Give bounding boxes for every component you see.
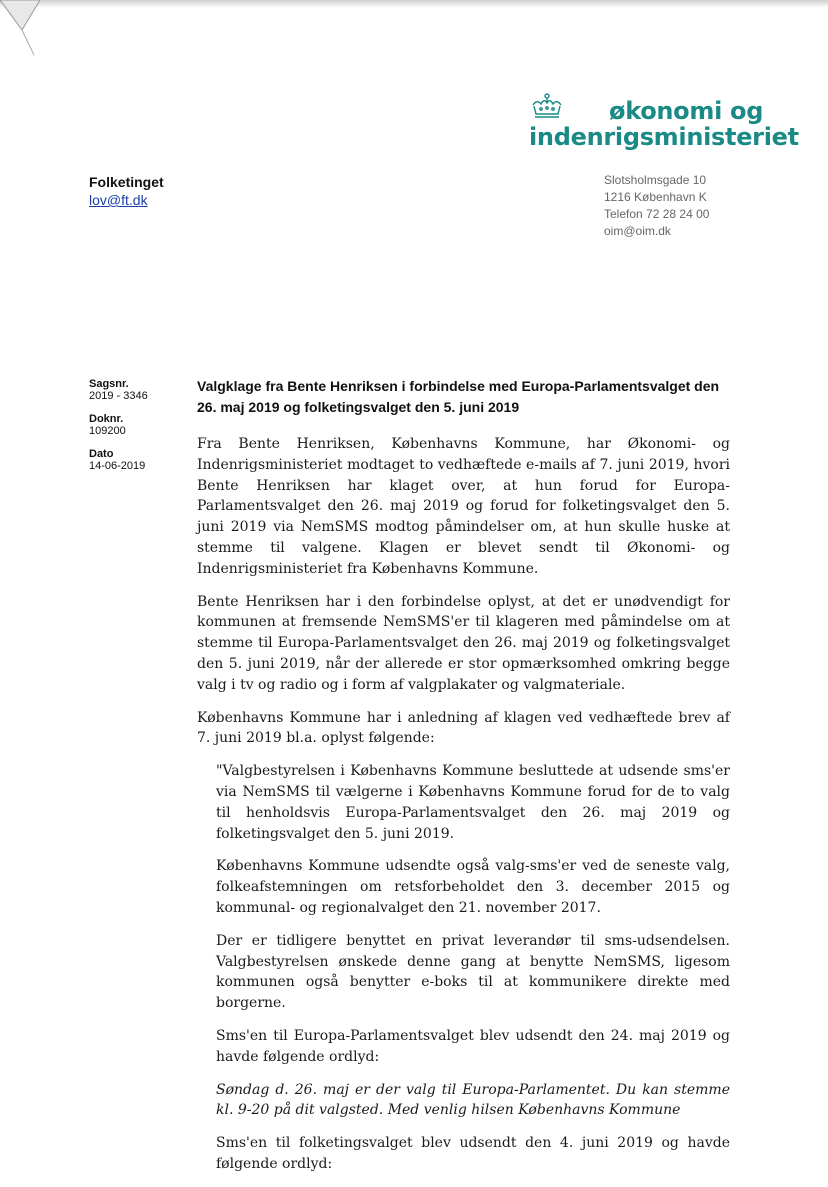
- paragraph-2: Bente Henriksen har i den forbindelse oplyst, at det er unødvendigt for kommunen at fremsende NemSMS'er til klageren med påmindelse om at stemme til Europa-Parlamentsvalget den 26. maj 2019 og folketingsvalget den 5. juni 2019, når der allerede er stor opmærksomhed omkring begge valg i tv og radio og i form af valgplakater og valgmateriale.: [197, 593, 730, 693]
- sms-text-eu-election: Søndag d. 26. maj er der valg til Europa-Parlamentet. Du kan stemme kl. 9-20 på dit valgsted. Med venlig hilsen Københavns Kommune: [216, 1081, 730, 1119]
- sender-email: oim@oim.dk: [604, 224, 671, 238]
- crown-icon: [529, 93, 565, 121]
- recipient-block: [89, 174, 164, 208]
- doc-number-label: Doknr.: [89, 413, 124, 425]
- sender-street: Slotsholmsgade 10: [604, 173, 707, 187]
- sender-phone: Telefon 72 28 24 00: [604, 207, 710, 221]
- logo-text-line1: økonomi og: [609, 97, 764, 125]
- recipient-email-link[interactable]: lov@ft.dk: [89, 192, 148, 208]
- folded-corner-mark: [0, 0, 70, 60]
- date-label: Dato: [89, 448, 114, 460]
- sender-city: 1216 København K: [604, 190, 707, 204]
- document-meta: [89, 378, 148, 483]
- case-number: 2019 - 3346: [89, 390, 148, 402]
- ministry-logo: [529, 93, 799, 153]
- quote-paragraph-1: "Valgbestyrelsen i Københavns Kommune besluttede at udsende sms'er via NemSMS til vælgerne i Københavns Kommune forud for de to valg til henholdsvis Europa-Parlamentsvalget den 26. maj 2019 og folketingsvalget den 5. juni 2019.: [216, 763, 730, 842]
- quote-paragraph-2: Københavns Kommune udsendte også valg-sms'er ved de seneste valg, folkeafstemningen om retsforbeholdet den 3. december 2015 og kommunal- og regionalvalget den 21. november 2017.: [216, 858, 730, 916]
- recipient-name: Folketinget: [89, 174, 164, 190]
- logo-text-line2: indenrigsministeriet: [529, 123, 799, 151]
- quote-paragraph-4: Sms'en til Europa-Parlamentsvalget blev udsendt den 24. maj 2019 og havde følgende ordlyd:: [216, 1027, 730, 1065]
- letter-title: Valgklage fra Bente Henriksen i forbindelse med Europa-Parlamentsvalget den 26. maj 2019 og folketingsvalget den 5. juni 2019: [197, 378, 720, 415]
- date-value: 14-06-2019: [89, 460, 146, 472]
- doc-number: 109200: [89, 425, 126, 437]
- scan-edge: [0, 0, 828, 8]
- quote-paragraph-3: Der er tidligere benyttet en privat leverandør til sms-udsendelsen. Valgbestyrelsen ønskede denne gang at benytte NemSMS, ligesom kommunen også benytter e-boks til at kommunikere direkte med borgerne.: [216, 932, 730, 1012]
- paragraph-1: Fra Bente Henriksen, Københavns Kommune, har Økonomi- og Indenrigsministeriet modtaget to vedhæftede e-mails af 7. juni 2019, hvori Bente Henriksen har klaget over, at hun forud for Europa-Parlamentsvalget den 26. maj 2019 og forud for folketingsvalget den 5. juni 2019 via NemSMS modtog påmindelser om, at hun skulle huske at stemme til valgene. Klagen er blevet sendt til Økonomi- og Indenrigsministeriet fra Københavns Kommune.: [197, 436, 730, 577]
- case-number-label: Sagsnr.: [89, 378, 129, 390]
- letter-body: [197, 376, 730, 1187]
- paragraph-3: Københavns Kommune har i anledning af klagen ved vedhæftede brev af 7. juni 2019 bl.a. oplyst følgende:: [197, 709, 730, 747]
- sender-address-block: [604, 172, 709, 240]
- quoted-letter: [216, 761, 730, 1175]
- quote-paragraph-6: Sms'en til folketingsvalget blev udsendt den 4. juni 2019 og havde følgende ordlyd:: [216, 1135, 730, 1172]
